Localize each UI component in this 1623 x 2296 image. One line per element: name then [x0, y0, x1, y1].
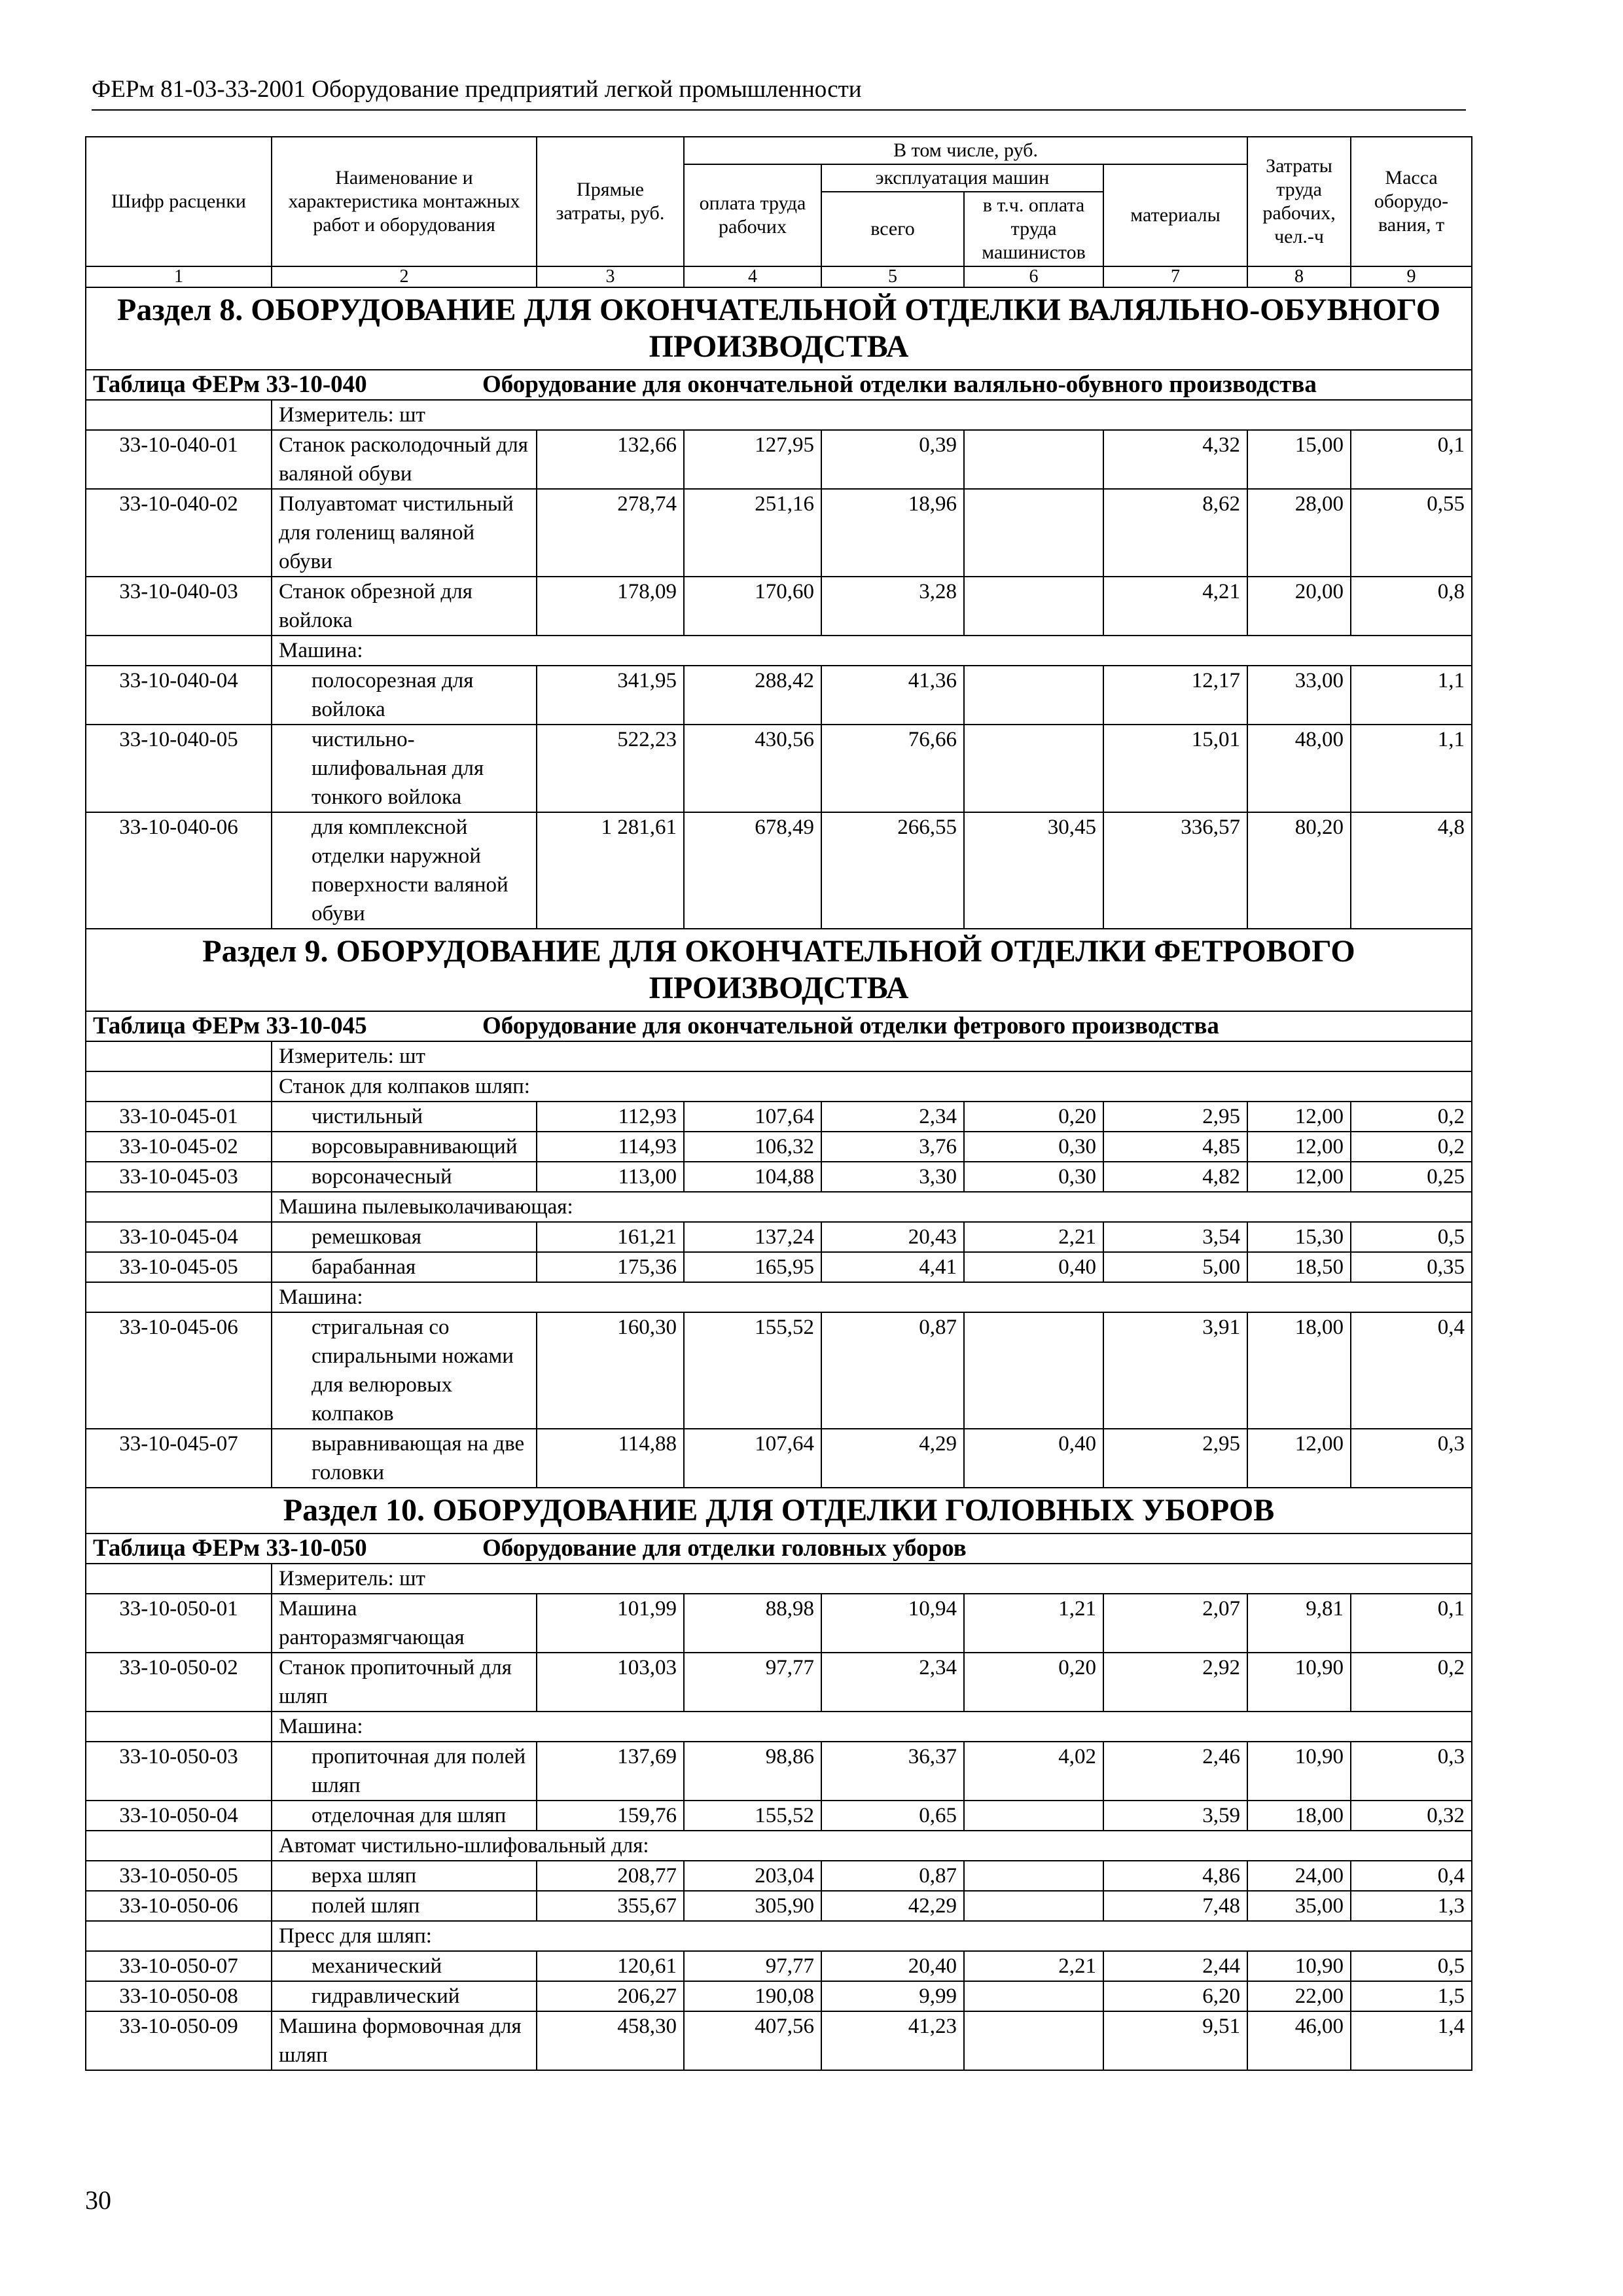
rate-value-c7: 4,85 — [1103, 1132, 1247, 1162]
rate-value-c8: 9,81 — [1247, 1594, 1351, 1653]
col-labor-header: Затраты труда рабочих, чел.-ч — [1247, 137, 1351, 266]
rate-value-c5: 3,76 — [821, 1132, 964, 1162]
rate-name: чистильно-шлифовальная для тонкого войлока — [272, 725, 537, 812]
table-code: Таблица ФЕРм 33-10-040 — [93, 371, 367, 398]
rate-value-c3: 114,93 — [537, 1132, 684, 1162]
rate-value-c8: 46,00 — [1247, 2011, 1351, 2070]
rate-value-c3: 178,09 — [537, 577, 684, 636]
rate-name: пропиточная для полей шляп — [272, 1742, 537, 1801]
rate-value-c7: 9,51 — [1103, 2011, 1247, 2070]
page-number: 30 — [85, 2185, 111, 2215]
meter-row — [86, 1564, 1472, 1594]
rate-value-c5: 42,29 — [821, 1891, 964, 1921]
rate-value-c5: 0,65 — [821, 1801, 964, 1831]
table-row — [86, 430, 1472, 489]
rate-value-c9: 0,1 — [1351, 1594, 1472, 1653]
rate-value-c9: 0,35 — [1351, 1252, 1472, 1282]
rate-value-c8: 80,20 — [1247, 812, 1351, 929]
rate-code: 33-10-045-02 — [86, 1132, 272, 1162]
rate-value-c3: 522,23 — [537, 725, 684, 812]
rate-value-c8: 12,00 — [1247, 1429, 1351, 1488]
rate-value-c8: 18,00 — [1247, 1801, 1351, 1831]
rate-value-c4: 98,86 — [684, 1742, 821, 1801]
rate-code: 33-10-040-01 — [86, 430, 272, 489]
rate-name: чистильный — [272, 1102, 537, 1132]
rate-value-c6 — [964, 1801, 1103, 1831]
rate-value-c6: 4,02 — [964, 1742, 1103, 1801]
rate-value-c3: 159,76 — [537, 1801, 684, 1831]
rate-value-c9: 0,25 — [1351, 1162, 1472, 1192]
rate-value-c6 — [964, 1312, 1103, 1429]
rate-value-c3: 458,30 — [537, 2011, 684, 2070]
rate-value-c8: 48,00 — [1247, 725, 1351, 812]
rate-name: полосорезная для войлока — [272, 666, 537, 725]
table-row — [86, 1861, 1472, 1891]
rate-value-c9: 1,1 — [1351, 666, 1472, 725]
rate-value-c7: 336,57 — [1103, 812, 1247, 929]
rate-value-c5: 20,43 — [821, 1222, 964, 1252]
group-empty — [86, 1921, 272, 1951]
rate-value-c4: 155,52 — [684, 1312, 821, 1429]
rate-value-c5: 10,94 — [821, 1594, 964, 1653]
rate-value-c8: 18,00 — [1247, 1312, 1351, 1429]
rate-value-c4: 127,95 — [684, 430, 821, 489]
table-row — [86, 1132, 1472, 1162]
col-number: 1 — [86, 266, 272, 287]
rate-value-c3: 278,74 — [537, 489, 684, 577]
rate-value-c4: 137,24 — [684, 1222, 821, 1252]
rate-value-c6: 0,20 — [964, 1102, 1103, 1132]
rate-value-c7: 8,62 — [1103, 489, 1247, 577]
rate-code: 33-10-050-02 — [86, 1653, 272, 1712]
rate-value-c6: 0,20 — [964, 1653, 1103, 1712]
rate-value-c7: 4,86 — [1103, 1861, 1247, 1891]
col-incl-header: В том числе, руб. — [684, 137, 1247, 164]
rate-code: 33-10-040-04 — [86, 666, 272, 725]
col-wages-header: оплата труда рабочих — [684, 164, 821, 266]
col-mass-header: Масса оборудо-вания, т — [1351, 137, 1472, 266]
rate-value-c8: 12,00 — [1247, 1132, 1351, 1162]
rate-value-c7: 2,46 — [1103, 1742, 1247, 1801]
rate-value-c9: 0,5 — [1351, 1951, 1472, 1981]
rate-value-c6 — [964, 489, 1103, 577]
rate-value-c9: 1,1 — [1351, 725, 1472, 812]
table-title-row — [86, 1534, 1472, 1564]
table-row — [86, 1653, 1472, 1712]
table-code: Таблица ФЕРм 33-10-045 — [93, 1013, 367, 1039]
rate-code: 33-10-045-05 — [86, 1252, 272, 1282]
rate-name: выравнивающая на две головки — [272, 1429, 537, 1488]
rate-value-c4: 430,56 — [684, 725, 821, 812]
rate-code: 33-10-050-01 — [86, 1594, 272, 1653]
rate-value-c7: 15,01 — [1103, 725, 1247, 812]
col-number: 5 — [821, 266, 964, 287]
rate-value-c3: 341,95 — [537, 666, 684, 725]
table-title-cell — [86, 370, 1472, 400]
rate-value-c4: 104,88 — [684, 1162, 821, 1192]
rate-code: 33-10-040-05 — [86, 725, 272, 812]
table-head — [86, 137, 1472, 287]
rate-value-c5: 18,96 — [821, 489, 964, 577]
table-row — [86, 725, 1472, 812]
group-label: Автомат чистильно-шлифовальный для: — [272, 1831, 1472, 1861]
rate-name: верха шляп — [272, 1861, 537, 1891]
table-row — [86, 1222, 1472, 1252]
table-title: Оборудование для окончательной отделки фетрового производства — [482, 1013, 1219, 1039]
rate-name: барабанная — [272, 1252, 537, 1282]
rate-value-c7: 12,17 — [1103, 666, 1247, 725]
table-title-cell — [86, 1534, 1472, 1564]
rate-value-c8: 18,50 — [1247, 1252, 1351, 1282]
table-row — [86, 2011, 1472, 2070]
section-title: Раздел 10. ОБОРУДОВАНИЕ ДЛЯ ОТДЕЛКИ ГОЛОВНЫХ УБОРОВ — [86, 1488, 1472, 1534]
rate-value-c7: 6,20 — [1103, 1981, 1247, 2011]
table-title-row — [86, 370, 1472, 400]
rate-name: Станок обрезной для войлока — [272, 577, 537, 636]
rate-value-c7: 7,48 — [1103, 1891, 1247, 1921]
table-row — [86, 1162, 1472, 1192]
col-number: 3 — [537, 266, 684, 287]
col-number: 4 — [684, 266, 821, 287]
rate-value-c9: 0,2 — [1351, 1132, 1472, 1162]
rate-value-c9: 1,4 — [1351, 2011, 1472, 2070]
rate-value-c8: 12,00 — [1247, 1102, 1351, 1132]
table-row — [86, 1429, 1472, 1488]
rate-value-c6: 0,30 — [964, 1162, 1103, 1192]
rate-value-c4: 155,52 — [684, 1801, 821, 1831]
rate-value-c5: 41,36 — [821, 666, 964, 725]
table-body — [86, 287, 1472, 2070]
rate-value-c5: 4,41 — [821, 1252, 964, 1282]
rate-value-c4: 170,60 — [684, 577, 821, 636]
table-row — [86, 666, 1472, 725]
rate-value-c6: 2,21 — [964, 1951, 1103, 1981]
rate-value-c3: 208,77 — [537, 1861, 684, 1891]
rate-value-c3: 1 281,61 — [537, 812, 684, 929]
col-number: 2 — [272, 266, 537, 287]
table-title-row — [86, 1011, 1472, 1041]
rate-value-c7: 4,82 — [1103, 1162, 1247, 1192]
table-row — [86, 577, 1472, 636]
rate-code: 33-10-045-06 — [86, 1312, 272, 1429]
rate-value-c9: 0,2 — [1351, 1102, 1472, 1132]
rate-value-c4: 106,32 — [684, 1132, 821, 1162]
rate-value-c3: 206,27 — [537, 1981, 684, 2011]
rate-value-c9: 0,3 — [1351, 1742, 1472, 1801]
rate-code: 33-10-050-03 — [86, 1742, 272, 1801]
section-title-row — [86, 929, 1472, 1011]
table-code: Таблица ФЕРм 33-10-050 — [93, 1535, 367, 1562]
rate-value-c9: 0,4 — [1351, 1861, 1472, 1891]
rate-value-c8: 20,00 — [1247, 577, 1351, 636]
rate-code: 33-10-050-09 — [86, 2011, 272, 2070]
rate-value-c3: 120,61 — [537, 1951, 684, 1981]
rate-value-c6 — [964, 430, 1103, 489]
rate-value-c4: 107,64 — [684, 1102, 821, 1132]
rate-code: 33-10-040-06 — [86, 812, 272, 929]
rate-value-c5: 0,87 — [821, 1312, 964, 1429]
rate-value-c5: 266,55 — [821, 812, 964, 929]
group-row — [86, 1712, 1472, 1742]
rate-value-c6 — [964, 577, 1103, 636]
rate-value-c9: 0,5 — [1351, 1222, 1472, 1252]
rate-value-c4: 107,64 — [684, 1429, 821, 1488]
rate-value-c9: 0,1 — [1351, 430, 1472, 489]
rate-value-c4: 407,56 — [684, 2011, 821, 2070]
meter-label: Измеритель: шт — [272, 1564, 1472, 1594]
rate-value-c5: 2,34 — [821, 1653, 964, 1712]
section-title-row — [86, 287, 1472, 370]
col-number: 9 — [1351, 266, 1472, 287]
table-row — [86, 1951, 1472, 1981]
rate-name: ворсоначесный — [272, 1162, 537, 1192]
rate-value-c4: 88,98 — [684, 1594, 821, 1653]
rate-value-c4: 678,49 — [684, 812, 821, 929]
rate-value-c6 — [964, 666, 1103, 725]
rate-value-c8: 10,90 — [1247, 1951, 1351, 1981]
rate-value-c6 — [964, 1861, 1103, 1891]
rate-value-c9: 0,55 — [1351, 489, 1472, 577]
section-title: Раздел 8. ОБОРУДОВАНИЕ ДЛЯ ОКОНЧАТЕЛЬНОЙ ОТДЕЛКИ ВАЛЯЛЬНО-ОБУВНОГО ПРОИЗВОДСТВА — [86, 287, 1472, 370]
col-number: 7 — [1103, 266, 1247, 287]
rate-code: 33-10-050-07 — [86, 1951, 272, 1981]
col-name-header: Наименование и характеристика монтажных работ и оборудования — [272, 137, 537, 266]
table-row — [86, 1252, 1472, 1282]
rate-value-c6 — [964, 2011, 1103, 2070]
rate-value-c4: 97,77 — [684, 1653, 821, 1712]
rate-value-c6: 0,30 — [964, 1132, 1103, 1162]
rate-value-c9: 0,2 — [1351, 1653, 1472, 1712]
rate-code: 33-10-040-02 — [86, 489, 272, 577]
rate-value-c8: 24,00 — [1247, 1861, 1351, 1891]
group-label: Машина: — [272, 636, 1472, 666]
table-row — [86, 489, 1472, 577]
rate-value-c7: 3,54 — [1103, 1222, 1247, 1252]
table-row — [86, 1742, 1472, 1801]
meter-row — [86, 1041, 1472, 1071]
meter-empty — [86, 1041, 272, 1071]
rate-name: механический — [272, 1951, 537, 1981]
rate-value-c9: 4,8 — [1351, 812, 1472, 929]
rate-value-c6: 1,21 — [964, 1594, 1103, 1653]
group-empty — [86, 1831, 272, 1861]
group-row — [86, 1192, 1472, 1222]
rate-value-c5: 41,23 — [821, 2011, 964, 2070]
group-row — [86, 1282, 1472, 1312]
rate-value-c9: 0,3 — [1351, 1429, 1472, 1488]
rate-value-c5: 20,40 — [821, 1951, 964, 1981]
rate-code: 33-10-045-07 — [86, 1429, 272, 1488]
group-empty — [86, 1712, 272, 1742]
table-row — [86, 812, 1472, 929]
rate-name: Машина ранторазмягчающая — [272, 1594, 537, 1653]
rate-value-c7: 2,07 — [1103, 1594, 1247, 1653]
rate-value-c5: 4,29 — [821, 1429, 964, 1488]
rate-value-c8: 15,00 — [1247, 430, 1351, 489]
rate-value-c3: 137,69 — [537, 1742, 684, 1801]
group-label: Пресс для шляп: — [272, 1921, 1472, 1951]
rate-value-c8: 15,30 — [1247, 1222, 1351, 1252]
group-row — [86, 636, 1472, 666]
col-number: 6 — [964, 266, 1103, 287]
rate-name: ворсовыравнивающий — [272, 1132, 537, 1162]
rate-value-c7: 4,21 — [1103, 577, 1247, 636]
rate-value-c3: 114,88 — [537, 1429, 684, 1488]
col-machines-header: эксплуатация машин — [821, 164, 1103, 192]
rate-value-c3: 161,21 — [537, 1222, 684, 1252]
page-header: ФЕРм 81-03-33-2001 Оборудование предприятий легкой промышленности — [92, 77, 1466, 111]
group-label: Станок для колпаков шляп: — [272, 1071, 1472, 1102]
group-label: Машина пылевыколачивающая: — [272, 1192, 1472, 1222]
rate-value-c3: 113,00 — [537, 1162, 684, 1192]
meter-row — [86, 400, 1472, 430]
rate-value-c7: 2,95 — [1103, 1102, 1247, 1132]
rate-name: ремешковая — [272, 1222, 537, 1252]
group-empty — [86, 1192, 272, 1222]
rate-value-c6 — [964, 725, 1103, 812]
rate-value-c8: 22,00 — [1247, 1981, 1351, 2011]
table-row — [86, 1891, 1472, 1921]
rate-value-c8: 10,90 — [1247, 1742, 1351, 1801]
rate-value-c3: 112,93 — [537, 1102, 684, 1132]
rate-value-c9: 0,32 — [1351, 1801, 1472, 1831]
rate-value-c6: 0,40 — [964, 1252, 1103, 1282]
rate-code: 33-10-045-01 — [86, 1102, 272, 1132]
rates-table — [85, 136, 1472, 2071]
rate-value-c8: 28,00 — [1247, 489, 1351, 577]
rate-value-c8: 12,00 — [1247, 1162, 1351, 1192]
meter-empty — [86, 1564, 272, 1594]
rate-value-c4: 251,16 — [684, 489, 821, 577]
rate-value-c4: 305,90 — [684, 1891, 821, 1921]
rate-name: Машина формовочная для шляп — [272, 2011, 537, 2070]
col-total-header: всего — [821, 192, 964, 266]
rate-value-c3: 355,67 — [537, 1891, 684, 1921]
rate-value-c4: 165,95 — [684, 1252, 821, 1282]
rate-value-c5: 76,66 — [821, 725, 964, 812]
section-title-row — [86, 1488, 1472, 1534]
group-row — [86, 1831, 1472, 1861]
col-code-header: Шифр расценки — [86, 137, 272, 266]
table-row — [86, 1312, 1472, 1429]
table-title: Оборудование для отделки головных уборов — [482, 1535, 967, 1562]
rate-value-c5: 2,34 — [821, 1102, 964, 1132]
group-label: Машина: — [272, 1282, 1472, 1312]
rate-code: 33-10-050-06 — [86, 1891, 272, 1921]
rate-value-c6: 0,40 — [964, 1429, 1103, 1488]
group-empty — [86, 1071, 272, 1102]
table-row — [86, 1801, 1472, 1831]
rate-name: Полуавтомат чистильный для голенищ валяной обуви — [272, 489, 537, 577]
section-title: Раздел 9. ОБОРУДОВАНИЕ ДЛЯ ОКОНЧАТЕЛЬНОЙ ОТДЕЛКИ ФЕТРОВОГО ПРОИЗВОДСТВА — [86, 929, 1472, 1011]
rate-code: 33-10-040-03 — [86, 577, 272, 636]
group-row — [86, 1071, 1472, 1102]
rate-value-c3: 160,30 — [537, 1312, 684, 1429]
rate-name: для комплексной отделки наружной поверхности валяной обуви — [272, 812, 537, 929]
rate-code: 33-10-045-03 — [86, 1162, 272, 1192]
meter-label: Измеритель: шт — [272, 400, 1472, 430]
rate-value-c3: 101,99 — [537, 1594, 684, 1653]
rate-value-c7: 2,92 — [1103, 1653, 1247, 1712]
rate-code: 33-10-045-04 — [86, 1222, 272, 1252]
rate-name: Станок расколодочный для валяной обуви — [272, 430, 537, 489]
rate-value-c6 — [964, 1981, 1103, 2011]
col-operators-header: в т.ч. оплата труда машинистов — [964, 192, 1103, 266]
table-row — [86, 1594, 1472, 1653]
column-numbers-row — [86, 266, 1472, 287]
table-row — [86, 1981, 1472, 2011]
rate-code: 33-10-050-08 — [86, 1981, 272, 2011]
table-title: Оборудование для окончательной отделки валяльно-обувного производства — [482, 371, 1317, 398]
rate-value-c4: 97,77 — [684, 1951, 821, 1981]
table-row — [86, 1102, 1472, 1132]
col-materials-header: материалы — [1103, 164, 1247, 266]
rate-value-c9: 0,8 — [1351, 577, 1472, 636]
rate-value-c9: 0,4 — [1351, 1312, 1472, 1429]
rate-value-c5: 36,37 — [821, 1742, 964, 1801]
rate-name: полей шляп — [272, 1891, 537, 1921]
rate-name: отделочная для шляп — [272, 1801, 537, 1831]
rate-value-c8: 10,90 — [1247, 1653, 1351, 1712]
rate-value-c4: 190,08 — [684, 1981, 821, 2011]
rate-name: стригальная со спиральными ножами для велюровых колпаков — [272, 1312, 537, 1429]
rate-value-c3: 103,03 — [537, 1653, 684, 1712]
rate-value-c6: 30,45 — [964, 812, 1103, 929]
rate-value-c3: 132,66 — [537, 430, 684, 489]
rate-value-c6 — [964, 1891, 1103, 1921]
rate-value-c3: 175,36 — [537, 1252, 684, 1282]
group-empty — [86, 1282, 272, 1312]
group-label: Машина: — [272, 1712, 1472, 1742]
rate-value-c5: 3,30 — [821, 1162, 964, 1192]
rate-value-c7: 2,44 — [1103, 1951, 1247, 1981]
rate-value-c7: 4,32 — [1103, 430, 1247, 489]
rate-value-c5: 0,39 — [821, 430, 964, 489]
rate-value-c7: 3,91 — [1103, 1312, 1247, 1429]
rate-value-c7: 3,59 — [1103, 1801, 1247, 1831]
rate-value-c9: 1,5 — [1351, 1981, 1472, 2011]
col-number: 8 — [1247, 266, 1351, 287]
rate-value-c8: 35,00 — [1247, 1891, 1351, 1921]
rate-value-c4: 203,04 — [684, 1861, 821, 1891]
rate-value-c5: 3,28 — [821, 577, 964, 636]
rate-value-c7: 2,95 — [1103, 1429, 1247, 1488]
group-row — [86, 1921, 1472, 1951]
rate-value-c8: 33,00 — [1247, 666, 1351, 725]
rate-value-c6: 2,21 — [964, 1222, 1103, 1252]
table-title-cell — [86, 1011, 1472, 1041]
rate-value-c4: 288,42 — [684, 666, 821, 725]
rate-value-c5: 9,99 — [821, 1981, 964, 2011]
rate-name: Станок пропиточный для шляп — [272, 1653, 537, 1712]
meter-empty — [86, 400, 272, 430]
rate-name: гидравлический — [272, 1981, 537, 2011]
rate-value-c5: 0,87 — [821, 1861, 964, 1891]
rate-value-c9: 1,3 — [1351, 1891, 1472, 1921]
col-direct-header: Прямые затраты, руб. — [537, 137, 684, 266]
rate-value-c7: 5,00 — [1103, 1252, 1247, 1282]
group-empty — [86, 636, 272, 666]
meter-label: Измеритель: шт — [272, 1041, 1472, 1071]
rate-code: 33-10-050-04 — [86, 1801, 272, 1831]
rate-code: 33-10-050-05 — [86, 1861, 272, 1891]
